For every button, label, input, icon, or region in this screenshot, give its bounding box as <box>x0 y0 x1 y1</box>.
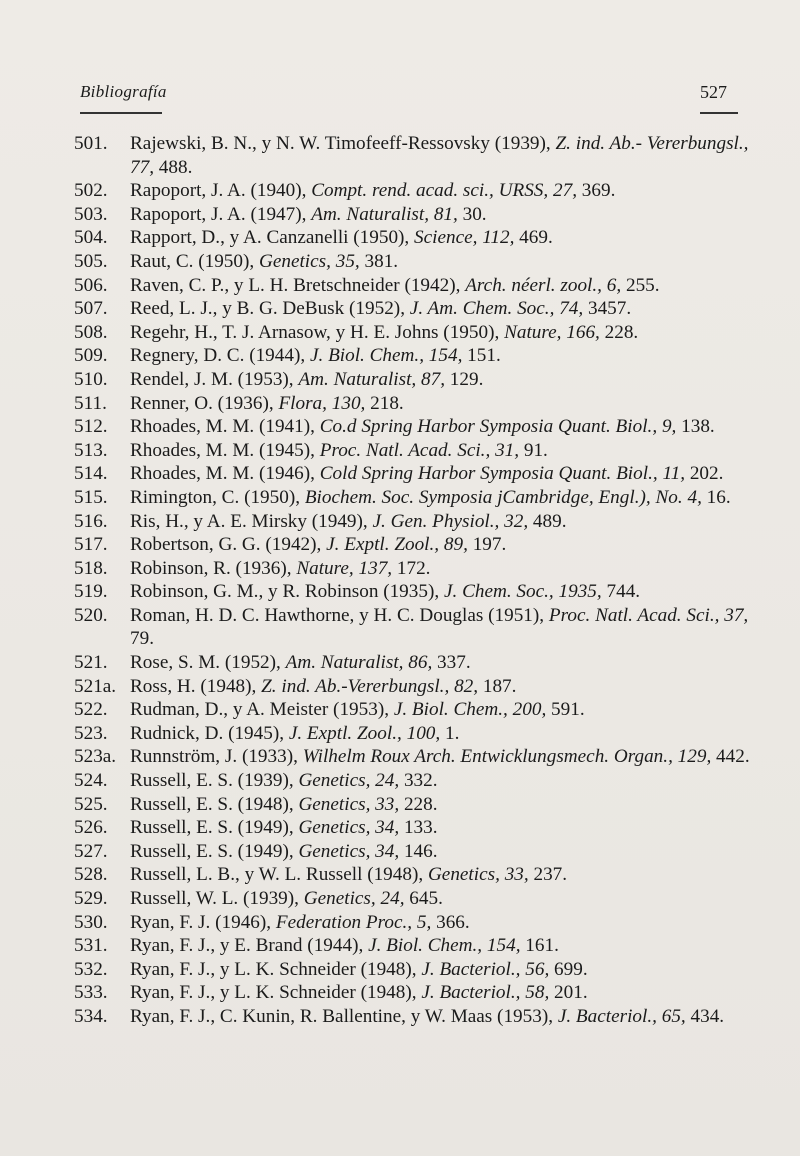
entry-pages: 187. <box>478 675 517 697</box>
entry-authors-year: Rimington, C. (1950), <box>130 486 305 508</box>
entry-volume: 154, <box>424 345 463 367</box>
entry-authors-year: Russell, W. L. (1939), <box>130 888 304 909</box>
entry-pages: 79. <box>130 628 154 650</box>
entry-journal: J. Bacteriol., <box>557 1005 657 1027</box>
entry-journal: Arch. néerl. zool., <box>465 274 602 296</box>
bibliography-entry <box>74 651 774 675</box>
entry-number: 533. <box>74 982 108 1004</box>
entry-journal: Flora, <box>278 392 327 414</box>
entry-journal: J. Gen. Physiol., <box>372 510 500 532</box>
entry-authors-year: Raut, C. (1950), <box>130 250 259 272</box>
entry-pages: 133. <box>399 817 438 839</box>
entry-journal: Am. Naturalist, <box>298 368 417 390</box>
entry-journal: J. Exptl. Zool., <box>326 534 440 556</box>
bibliography-entry <box>74 250 774 274</box>
entry-number: 505. <box>74 250 108 272</box>
entry-number: 521. <box>74 652 108 674</box>
entry-number: 510. <box>74 368 108 390</box>
entry-volume: No. 4, <box>650 486 702 508</box>
entry-authors-year: Rhoades, M. M. (1941), <box>130 416 320 438</box>
entry-journal: Cold Spring Harbor Symposia Quant. Biol., <box>319 463 658 485</box>
entry-pages: 381. <box>359 250 399 272</box>
entry-volume: 33, <box>499 864 529 886</box>
entry-volume: 112, <box>477 227 515 249</box>
entry-journal: Proc. Natl. Acad. Sci., <box>548 604 720 626</box>
bibliography-entry <box>74 793 774 817</box>
entry-pages: 138. <box>676 416 715 438</box>
entry-pages: 30. <box>457 203 487 225</box>
bibliography-entry <box>74 863 774 887</box>
entry-number: 525. <box>74 793 108 815</box>
entry-authors-year: Regnery, D. C. (1944), <box>130 345 310 367</box>
bibliography-entry <box>74 698 774 722</box>
entry-journal: Proc. Natl. Acad. Sci., <box>319 439 491 461</box>
entry-volume: 37, <box>719 604 749 626</box>
entry-authors-year: Robertson, G. G. (1942), <box>130 534 327 556</box>
entry-authors-year: Regehr, H., T. J. Arnasow, y H. E. Johns (1950), <box>130 321 505 343</box>
entry-journal: J. Bacteriol., <box>421 958 521 980</box>
entry-journal: Genetics, <box>298 817 371 839</box>
entry-journal: Z. ind. Ab.- Vererbungsl., <box>555 133 749 154</box>
entry-authors-year: Ryan, F. J. (1946), <box>130 911 276 933</box>
entry-journal: J. Biol. Chem., <box>393 699 508 721</box>
bibliography-list <box>74 132 774 1029</box>
entry-authors-year: Russell, E. S. (1948), <box>130 793 299 815</box>
bibliography-entry <box>74 745 774 769</box>
entry-pages: 442. <box>711 746 750 768</box>
entry-volume: 82, <box>449 675 479 697</box>
entry-volume: 89, <box>439 534 468 556</box>
bibliography-entry <box>74 439 774 463</box>
entry-number: 523a. <box>74 746 117 768</box>
entry-pages: 332. <box>399 770 438 792</box>
entry-journal: Nature, <box>296 557 354 579</box>
bibliography-entry <box>74 911 774 935</box>
entry-journal: Z. ind. Ab.-Vererbungsl., <box>261 675 450 697</box>
entry-pages: 489. <box>528 510 567 532</box>
entry-authors-year: Rapport, D., y A. Canzanelli (1950), <box>130 227 415 249</box>
entry-authors-year: Russell, E. S. (1949), <box>130 840 299 862</box>
bibliography-entry <box>74 392 774 416</box>
entry-authors-year: Ryan, F. J., C. Kunin, R. Ballentine, y W. Maas (1953), <box>130 1005 558 1027</box>
entry-number: 503. <box>74 203 108 225</box>
entry-pages: 434. <box>685 1005 725 1027</box>
bibliography-entry <box>74 132 774 179</box>
entry-number: 527. <box>74 840 108 862</box>
entry-volume: 24, <box>370 770 400 792</box>
entry-authors-year: Russell, L. B., y W. L. Russell (1948), <box>130 864 428 886</box>
entry-journal: J. Am. Chem. Soc., <box>409 298 555 320</box>
entry-authors-year: Rapoport, J. A. (1947), <box>130 203 312 225</box>
header-rule-right <box>700 112 738 114</box>
entry-authors-year: Ryan, F. J., y E. Brand (1944), <box>130 935 369 957</box>
entry-pages: 591. <box>546 699 585 721</box>
bibliography-entry <box>74 462 774 486</box>
entry-volume: 58, <box>520 982 550 1004</box>
bibliography-entry <box>74 368 774 392</box>
entry-journal: Genetics, <box>298 770 371 792</box>
entry-number: 524. <box>74 770 108 792</box>
entry-volume: 34, <box>370 840 400 862</box>
bibliography-entry <box>74 557 774 581</box>
bibliography-entry <box>74 297 774 321</box>
entry-pages: 129. <box>445 368 484 390</box>
entry-number: 523. <box>74 722 108 744</box>
entry-number: 520. <box>74 604 108 626</box>
bibliography-entry <box>74 816 774 840</box>
entry-volume: 81, <box>429 203 458 225</box>
bibliography-entry <box>74 486 774 510</box>
entry-journal: Federation Proc., <box>275 911 413 933</box>
entry-number: 522. <box>74 699 108 721</box>
entry-pages: 1. <box>440 722 460 744</box>
entry-journal: J. Chem. Soc., 1935, <box>443 581 602 603</box>
entry-journal: J. Exptl. Zool., <box>288 722 402 744</box>
entry-pages: 337. <box>432 652 471 674</box>
entry-pages: 197. <box>467 534 507 556</box>
entry-volume: 5, <box>412 911 432 933</box>
entry-number: 534. <box>74 1005 108 1027</box>
entry-number: 506. <box>74 274 108 296</box>
entry-volume: 31, <box>490 439 520 461</box>
entry-volume: 9, <box>657 416 677 438</box>
entry-journal: Nature, <box>504 321 562 343</box>
entry-volume: 34, <box>370 817 400 839</box>
entry-authors-year: Rendel, J. M. (1953), <box>130 368 299 390</box>
entry-volume: 137, <box>353 557 393 579</box>
bibliography-entry <box>74 344 774 368</box>
bibliography-entry <box>74 1005 774 1029</box>
entry-pages: 146. <box>399 840 438 862</box>
entry-number: 530. <box>74 911 108 933</box>
entry-number: 528. <box>74 864 108 886</box>
entry-volume: 166, <box>561 321 600 343</box>
bibliography-entry <box>74 675 774 699</box>
entry-number: 502. <box>74 180 108 202</box>
entry-volume: 74, <box>554 298 584 320</box>
page-number: 527 <box>700 82 727 102</box>
entry-journal: Genetics, <box>427 864 500 886</box>
entry-journal: Wilhelm Roux Arch. Entwicklungsmech. Organ., <box>302 746 673 768</box>
entry-authors-year: Raven, C. P., y L. H. Bretschneider (1942), <box>130 274 466 296</box>
bibliography-entry <box>74 580 774 604</box>
entry-journal: Biochem. Soc. Symposia jCambridge, Engl.), <box>304 486 651 508</box>
bibliography-entry <box>74 415 774 439</box>
entry-number: 516. <box>74 510 108 532</box>
entry-authors-year: Runnström, J. (1933), <box>130 746 303 768</box>
bibliography-entry <box>74 840 774 864</box>
entry-pages: 161. <box>520 935 559 957</box>
entry-volume: 87, <box>416 368 445 390</box>
entry-pages: 699. <box>549 958 588 980</box>
entry-journal: Co.d Spring Harbor Symposia Quant. Biol., <box>319 416 658 438</box>
entry-pages: 255. <box>621 274 660 296</box>
entry-authors-year: Rhoades, M. M. (1945), <box>130 439 320 461</box>
entry-number: 521a. <box>74 675 117 697</box>
entry-authors-year: Russell, E. S. (1949), <box>130 817 299 839</box>
entry-journal: Genetics, <box>258 250 331 272</box>
entry-authors-year: Ross, H. (1948), <box>130 675 262 697</box>
entry-volume: 27, <box>548 180 577 202</box>
entry-authors-year: Robinson, R. (1936), <box>130 557 297 579</box>
entry-authors-year: Ris, H., y A. E. Mirsky (1949), <box>130 510 373 532</box>
bibliography-entry <box>74 226 774 250</box>
bibliography-entry <box>74 179 774 203</box>
entry-pages: 16. <box>701 486 731 508</box>
entry-journal: J. Biol. Chem., <box>368 935 483 957</box>
entry-authors-year: Renner, O. (1936), <box>130 392 279 414</box>
entry-journal: Genetics, <box>298 793 371 815</box>
entry-authors-year: Rajewski, B. N., y N. W. Timofeeff-Ressovsky (1939), <box>130 133 556 154</box>
entry-pages: 202. <box>685 463 724 485</box>
bibliography-entry <box>74 203 774 227</box>
entry-number: 526. <box>74 817 108 839</box>
bibliography-entry <box>74 533 774 557</box>
entry-number: 511. <box>74 392 107 414</box>
entry-volume: 77, <box>130 156 154 178</box>
entry-journal: Science, <box>414 227 478 249</box>
entry-number: 517. <box>74 534 108 556</box>
entry-pages: 469. <box>514 227 553 249</box>
entry-number: 508. <box>74 321 108 343</box>
entry-authors-year: Rapoport, J. A. (1940), <box>130 180 312 202</box>
bibliography-entry <box>74 604 774 651</box>
bibliography-entry <box>74 769 774 793</box>
entry-authors-year: Roman, H. D. C. Hawthorne, y H. C. Douglas (1951), <box>130 604 549 626</box>
bibliography-entry <box>74 934 774 958</box>
entry-volume: 130, <box>326 392 366 414</box>
entry-volume: 129, <box>672 746 712 768</box>
entry-pages: 369. <box>576 180 616 202</box>
entry-volume: 24, <box>375 888 405 909</box>
entry-journal: Am. Naturalist, <box>285 652 404 674</box>
bibliography-entry <box>74 722 774 746</box>
bibliography-entry <box>74 958 774 982</box>
entry-volume: 11, <box>657 463 686 485</box>
bibliography-entry <box>74 981 774 1005</box>
entry-pages: 151. <box>462 345 501 367</box>
entry-authors-year: Rose, S. M. (1952), <box>130 652 286 674</box>
entry-volume: 6, <box>601 274 622 296</box>
entry-number: 519. <box>74 581 108 603</box>
entry-number: 507. <box>74 298 108 320</box>
entry-pages: 201. <box>549 982 588 1004</box>
entry-journal: Am. Naturalist, <box>311 203 430 225</box>
entry-volume: 154, <box>482 935 521 957</box>
entry-volume: 35, <box>330 250 360 272</box>
entry-number: 513. <box>74 439 108 461</box>
bibliography-entry <box>74 321 774 345</box>
entry-number: 518. <box>74 557 108 579</box>
entry-authors-year: Rhoades, M. M. (1946), <box>130 463 320 485</box>
entry-number: 501. <box>74 133 108 154</box>
entry-pages: 645. <box>404 888 443 909</box>
bibliography-entry <box>74 887 774 911</box>
bibliography-entry <box>74 274 774 298</box>
entry-number: 509. <box>74 345 108 367</box>
bibliography-entry <box>74 510 774 534</box>
running-header-title: Bibliografía <box>80 82 167 101</box>
entry-number: 512. <box>74 416 108 438</box>
entry-volume: 33, <box>370 793 400 815</box>
entry-number: 504. <box>74 227 108 249</box>
header-rule-left <box>80 112 162 114</box>
entry-volume: 200, <box>507 699 547 721</box>
entry-pages: 366. <box>431 911 470 933</box>
entry-pages: 237. <box>528 864 568 886</box>
entry-pages: 744. <box>601 581 641 603</box>
entry-authors-year: Robinson, G. M., y R. Robinson (1935), <box>130 581 444 603</box>
entry-number: 515. <box>74 486 108 508</box>
entry-authors-year: Ryan, F. J., y L. K. Schneider (1948), <box>130 958 422 980</box>
entry-authors-year: Reed, L. J., y B. G. DeBusk (1952), <box>130 298 410 320</box>
entry-pages: 228. <box>599 321 639 343</box>
entry-volume: 56, <box>520 958 550 980</box>
entry-journal: Genetics, <box>298 840 371 862</box>
entry-journal: J. Biol. Chem., <box>309 345 424 367</box>
entry-pages: 3457. <box>583 298 632 320</box>
entry-volume: 65, <box>656 1005 686 1027</box>
entry-pages: 488. <box>153 156 193 178</box>
entry-pages: 218. <box>365 392 404 414</box>
entry-journal: J. Bacteriol., <box>421 982 521 1004</box>
entry-journal: Genetics, <box>303 888 376 909</box>
entry-volume: 100, <box>401 722 441 744</box>
entry-number: 531. <box>74 935 108 957</box>
entry-authors-year: Russell, E. S. (1939), <box>130 770 299 792</box>
entry-volume: 32, <box>499 510 529 532</box>
entry-authors-year: Ryan, F. J., y L. K. Schneider (1948), <box>130 982 422 1004</box>
entry-pages: 172. <box>392 557 431 579</box>
entry-authors-year: Rudnick, D. (1945), <box>130 722 289 744</box>
entry-pages: 228. <box>399 793 438 815</box>
entry-authors-year: Rudman, D., y A. Meister (1953), <box>130 699 394 721</box>
entry-number: 529. <box>74 888 108 909</box>
entry-number: 532. <box>74 958 108 980</box>
entry-pages: 91. <box>519 439 548 461</box>
entry-volume: 86, <box>403 652 433 674</box>
entry-number: 514. <box>74 463 108 485</box>
entry-journal: Compt. rend. acad. sci., URSS, <box>311 180 549 202</box>
